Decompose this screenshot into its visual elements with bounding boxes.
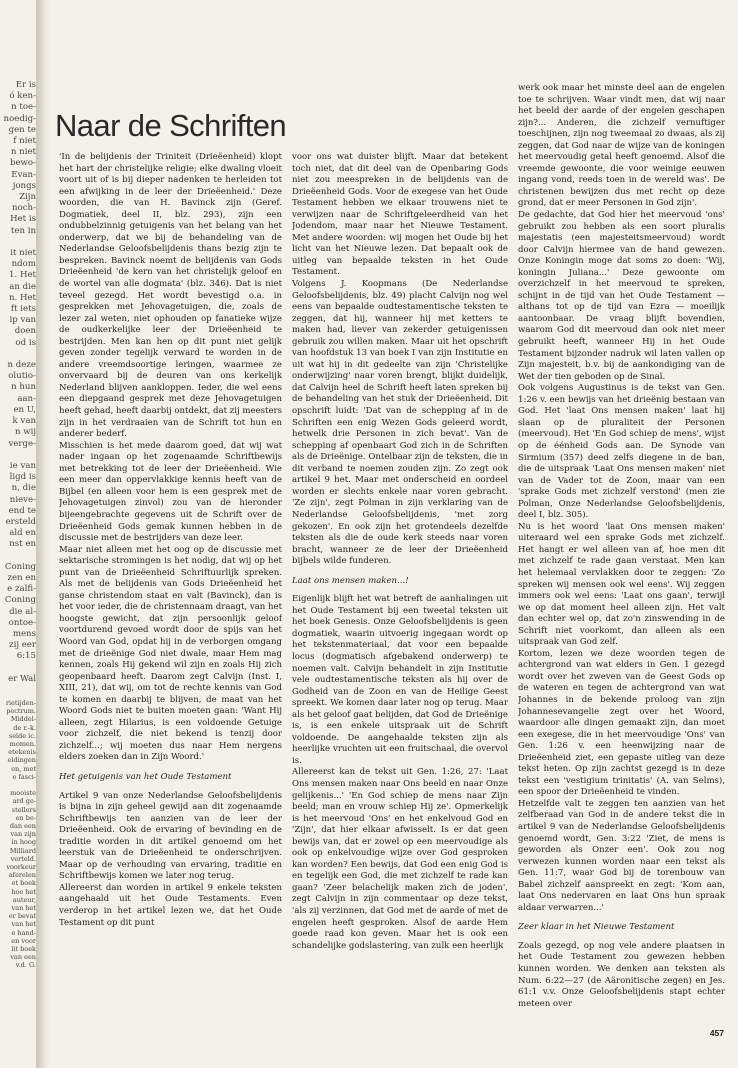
text-column-3: [518, 83, 725, 1023]
paragraph: Zoals gezegd, op nog vele andere plaatsen in het Oude Testament zou gewezen hebben kunnen worden. We denken aan teksten als Num. 6:22—27 (de Aäronitische zegen) en Jes. 61:1 v.v. Onze Geloofsbelijdenis stapt echter meteen over: [518, 940, 725, 1009]
text-column-2: [292, 152, 508, 1032]
adjacent-page-line: ard ge-: [12, 797, 36, 806]
adjacent-page-line: dan een: [9, 822, 36, 831]
adjacent-page-line: n niet: [10, 147, 36, 158]
paragraph: Misschien is het mede daarom goed, dat wij wat nader ingaan op het zogenaamde Schriftbewijs met betrekking tot de leer der Drieëenheid. Wie een meer dan oppervlakkige kennis heeft van de Bijbel (en alleen voor hem is een gesprek met de Jehovagetuigen zinvol) zou van de hieronder bijeengebrachte gegevens uit de Schrift over de Drieëenheid Gods gemak kunnen hebben in de discussie met de bestrijders van deze leer.: [59, 440, 282, 544]
paragraph: 'In de belijdenis der Triniteit (Drieëenheid) klopt het hart der christelijke religie; elke dwaling vloeit voort uit of is bij dieper nadenken te herleiden tot een afwijking in de leer der Drieëenheid.' Deze woorden, die van H. Bavinck zijn (Geref. Dogmatiek, deel II, blz. 293), zijn een ondubbelzinnig getuigenis van het belang van het onderwerp, dat we bij de behandeling van de Nederlandse Geloofsbelijdenis thans bezig zijn te bespreken. Bavinck noemt de belijdenis van Gods Drieëenheid 'de kern van het christelijk geloof en de wortel van alle dogmata' (blz. 346). Dat is niet teveel gezegd. Het wordt bevestigd o.a. in gesprekken met Jehovagetuigen, die, zoals de lezer zal weten, niet ophouden op fanatieke wijze de oudkerkelijke leer der Drieëenheid te bestrijden. Men kan hen op dit punt niet gelijk geven zonder tegelijk verward te worden in de andere vreemdsoortige leringen, waarmee ze onvervaard bij de deuren van ons kerkelijk Nederland blijven aankloppen. Ieder, die wel eens een diepgaand gesprek met deze Jehovagetuigen heeft gehad, heeft daarbij ontdekt, dat zij meesters zijn in het verdraaien van de Schrift tot hun en anderer bederf.: [59, 152, 282, 440]
adjacent-page-line: van het: [11, 904, 36, 913]
adjacent-page-line: selde ic.: [8, 731, 36, 740]
adjacent-page-line: it niet: [10, 248, 36, 259]
adjacent-page-line: ligd is: [9, 472, 36, 483]
text-column-1: [59, 152, 282, 1062]
adjacent-page-line: n deze: [7, 360, 36, 371]
paragraph: Allereerst kan de tekst uit Gen. 1:26, 27: 'Laat Ons mensen maken naar Ons beeld en naar Onze gelijkenis...' 'En God schiep de mens naar Zijn beeld; man en vrouw schiep Hij ze'. Opmerkelijk is het meervoud 'Ons' en het enkelvoud God en 'Zijn', dat hier elkaar afwisselt. Is er dat geen bewijs van, dat er zowel op een meervoudige als ook op enkelvoudige wijze over God gesproken kan worden? Een bewijs, dat God een enig God is en tegelijk een God, die met zichzelf te rade kan gaan? 'Zeer belachelijk maken zich de joden', zegt Calvijn in zijn commentaar op deze tekst, 'als zij verzinnen, dat God met de aarde of met de engelen heeft gesproken. Alsof de aarde Hem goede raad kon geven. Maar het is ook een schandelijke godslastering, van zulk een heerlijk: [292, 767, 508, 951]
adjacent-page-line: momen.: [9, 739, 36, 748]
paragraph: Ook volgens Augustinus is de tekst van Gen. 1:26 v. een bewijs van het drieënig bestaan van God. Het 'laat Ons mensen maken' laat hij slaan op de pluraliteit der Personen (meervoud). Het 'En God schiep de mens', wijst op de éénheid Gods aan. De Synode van Sirmium (357) deed zelfs diegene in de ban, die de uitspraak 'Laat Ons mensen maken' niet van de Vader tot de Zoon, maar van een 'sprake Gods met zichzelf verstond' (men zie Polman, Onze Nederlandse Geloofsbelijdenis, deel I, blz. 305).: [518, 383, 725, 521]
adjacent-page-line: van een: [10, 953, 36, 962]
adjacent-page-line: e zalfi-: [7, 584, 36, 595]
adjacent-page-line: ontoe-: [8, 617, 36, 628]
paragraph: De gedachte, dat God hier het meervoud 'ons' gebruikt zou hebben als een soort pluralis majestatis (een majesteitsmeervoud) wordt door Calvijn hiermee van de hand gewezen. Onze Koningin moge dat soms zo doen: 'Wij, koningin Juliana...' Deze gewoonte om overzichzelf in het meervoud te spreken, schijnt in de tijd van het Oude Testament — althans tot op de tijd van Ezra — moeilijk aantoonbaar. De vraag blijft bovendien, waarom God dit meervoud dan ook niet meer gebruikt heeft, wanneer Hij in het Oude Testament bijzonder nadruk wil laten vallen op Zijn majesteit, b.v. bij de aankondiging van de Wet der tien geboden op de Sinaï.: [518, 210, 725, 382]
adjacent-page-line: Zijn: [19, 192, 36, 203]
adjacent-page-line: [0, 349, 36, 360]
adjacent-page-line: [0, 551, 36, 562]
adjacent-page-line: eldingen: [7, 756, 36, 765]
paragraph: Artikel 9 van onze Nederlandse Geloofsbelijdenis is bijna in zijn geheel gewijd aan dit zogenaamde Schriftbewijs ten aanzien van de leer der Drieëenheid. Ook de ervaring of bevinding en de traditie worden in dit artikel genoemd om het leerstuk van de Drieëenheid te onderschrijven. Maar op de verhouding van ervaring, traditie en Schriftbewijs komen we later nog terug.: [59, 790, 282, 882]
adjacent-page-line: n, die: [11, 483, 36, 494]
paragraph: Maar niet alleen met het oog op de discussie met sektarische stromingen is het nodig, dat wij op het punt van de Drieëenheid Schriftuurlijk spreken. Als met de belijdenis van Gods Drieëenheid het ganse christendom staat en valt (Bavinck), dan is het voor ieder, die de christennaam draagt, van het hoogste gewicht, dat zijn persoonlijk geloof voortdurend gevoed wordt door de spijs van het Woord van God, opdat hij in de verborgen omgang met de drieënige God niet dwale, maar Hem mag kennen, zoals Hij gekend wil zijn en zoals Hij zich geopenbaard heeft. Daarom zegt Calvijn (Inst. I, XIII, 21), dat wij, om tot de rechte kennis van God te komen en daarbij te blijven, de maat van het Woord Gods niet te buiten moeten gaan: 'Want Hij alleen, zegt Hilarius, is een voldoende Getuige voor zichzelf, die niet bekend is tenzij door zichzelf...; wij moeten dus naar Hem nergens elders zoeken dan in Zijn Woord.': [59, 544, 282, 763]
adjacent-page-line: [0, 663, 36, 674]
section-subheading: Zeer klaar in het Nieuwe Testament: [518, 922, 675, 933]
adjacent-page-line: [0, 237, 36, 248]
page-number: 457: [709, 1028, 724, 1038]
adjacent-page-line: en, met: [11, 764, 36, 773]
adjacent-page-line: er Wal: [8, 673, 36, 684]
adjacent-page-line: et boek: [11, 879, 36, 888]
adjacent-page-line: Coning: [4, 561, 36, 572]
adjacent-page-line: olutio-: [8, 371, 36, 382]
adjacent-page-line: 1. Het: [9, 270, 36, 281]
adjacent-page-line: aan-: [17, 393, 36, 404]
adjacent-page-line: jongs: [12, 180, 36, 191]
adjacent-page-line: Middel-: [10, 715, 36, 724]
section-subheading: Laat ons mensen maken...!: [292, 575, 409, 586]
adjacent-page-line: gen te: [8, 124, 36, 135]
adjacent-page-line: doen: [14, 326, 36, 337]
adjacent-page-line: mens: [12, 628, 36, 639]
adjacent-page-line: ndom: [11, 259, 36, 270]
adjacent-page-line: k van: [12, 416, 36, 427]
adjacent-page-line: de r.-k.: [13, 723, 36, 732]
paragraph: Eigenlijk blijft het wat betreft de aanhalingen uit het Oude Testament bij een tweetal teksten uit het boek Genesis. Onze Geloofsbelijdenis is geen dogmatiek, waarin uitvoerig ingegaan wordt op het tekstenmateriaal, dat voor een bepaalde locus (dogmatisch afgebakend onderwerp) te noemen valt. Calvijn behandelt in zijn Institutie vele oudtestamentische teksten als hij over de Godheid van de Zoon en van de Heilige Geest spreekt. We komen daar later nog op terug. Maar als het geloof gaat belijden, dat God de Drieënige is, is een enkele uitspraak uit de Schrift voldoende. De aangehaalde teksten zijn als heerlijke vruchten uit een fruitschaal, die overvol is.: [292, 594, 508, 766]
adjacent-page-line: noch-: [12, 203, 36, 214]
adjacent-page-line: n. Het: [8, 292, 36, 303]
page-fold-shadow: [36, 0, 50, 1068]
adjacent-page-line: od is: [15, 337, 36, 348]
adjacent-page-line: ten in: [10, 225, 36, 236]
paragraph: voor ons wat duister blijft. Maar dat betekent toch niet, dat dit deel van de Openbaring Gods niet zou meespreken in de belijdenis van de Drieëenheid Gods. Voor de exegese van het Oude Testament hebben we elkaar trouwens niet te verwijzen naar de Schriftgeleerdheid van het Jodendom, maar naar het Nieuwe Testament. Met andere woorden: wij mogen het Oude bij het licht van het Nieuwe lezen. Dat bepaalt ook de uitleg van bepaalde teksten in het Oude Testament.: [292, 152, 508, 278]
adjacent-page-line: e hand-: [11, 928, 36, 937]
adjacent-page-line: Coning: [4, 595, 36, 606]
adjacent-page-line: ersteld: [5, 516, 36, 527]
adjacent-page-line: en U,: [13, 404, 36, 415]
adjacent-page-line: ó ken-: [9, 91, 36, 102]
adjacent-page-line: lit boek: [11, 945, 36, 954]
adjacent-page-line: ie van: [9, 460, 36, 471]
adjacent-page-line: ald en: [9, 528, 36, 539]
paragraph: Allereerst dan worden in artikel 9 enkele teksten aangehaald uit het Oude Testaments. Even verderop in het artikel lezen we, dat het Oude Testament op dit punt: [59, 882, 282, 928]
adjacent-page-line: n hun: [11, 382, 36, 393]
adjacent-page-line: er bevat: [8, 912, 36, 921]
adjacent-page-text: [0, 80, 36, 685]
adjacent-page-line: ip van: [9, 315, 36, 326]
adjacent-page-line: nst en: [9, 539, 36, 550]
paragraph: Hetzelfde valt te zeggen ten aanzien van het zelfberaad van God in de andere tekst die in artikel 9 van de Nederlandse Geloofsbelijdenis genoemd wordt, Gen. 3:22 'Ziet, de mens is geworden als Onzer een'. Ook zou nog verwezen kunnen worden naar een tekst als Gen. 11:7, waar God bij de torenbouw van Babel zichzelf aanspreekt en zegt: 'Kom aan, laat Ons nedervaren en laat Ons hun spraak aldaar verwarren...': [518, 798, 725, 913]
paragraph: Kortom, lezen we deze woorden tegen de achtergrond van wat elders in Gen. 1 gezegd wordt over het zweven van de Geest Gods op de wateren en tegen de achtergrond van wat Johannes in de bekende proloog van zijn Johannesevangelie zegt over het Woord, waardoor alle dingen gemaakt zijn, dan moet een exegese, die in het meervoudige 'Ons' van Gen. 1:26 v. een heenwijzing naar de Drieëenheid ziet, een gepaste uitleg van deze tekst heten. Op zijn zachtst gezegd is in deze tekst een 'vestigium trinitatis' (A. van Selms), een spoor der Drieëenheid te vinden.: [518, 648, 725, 798]
section-subheading: Het getuigenis van het Oude Testament: [59, 771, 232, 782]
adjacent-page-line: end te: [8, 505, 36, 516]
adjacent-page-small-text: [0, 699, 36, 970]
adjacent-page-line: zen en: [7, 572, 36, 583]
adjacent-page-line: an die: [9, 281, 36, 292]
adjacent-page-line: zij eer: [9, 640, 36, 651]
adjacent-page-line: en be-: [15, 813, 36, 822]
adjacent-page-line: Milliard: [9, 846, 36, 855]
adjacent-page-line: nieve-: [9, 494, 36, 505]
adjacent-page-line: [0, 450, 36, 461]
adjacent-page-line: bewo-: [9, 158, 36, 169]
adjacent-page-line: e fasci-: [12, 772, 36, 781]
adjacent-page-line: mooiste: [10, 789, 36, 798]
adjacent-page-line: die al-: [9, 606, 36, 617]
adjacent-page-column: [0, 80, 36, 1040]
adjacent-page-line: rietijden-: [5, 698, 36, 707]
adjacent-page-line: hoe het: [11, 887, 36, 896]
adjacent-page-line: verge-: [8, 438, 36, 449]
paragraph: werk ook maar het minste deel aan de engelen toe te schrijven. Waar vindt men, dat wij naar het beeld der aarde of der engelen geschapen zijn?... Anderen, die zichzelf vernuftiger toeschijnen, zijn nog tweemaal zo dwaas, als zij zeggen, dat God naar de wijze van de koningen het meervoudig getal heeft genoemd. Alsof die vreemde gewoonte, die voor weinige eeuwen ingang vond, reeds toen in de wereld was'. De christenen bewijzen dus met recht op deze grond, dat er meer Personen in God zijn'.: [518, 83, 725, 209]
adjacent-page-line: 6:15: [16, 651, 36, 662]
adjacent-page-line: n toe-: [11, 102, 36, 113]
adjacent-page-line: voorkeur: [6, 863, 36, 872]
adjacent-page-line: van zijn: [10, 830, 36, 839]
adjacent-page-line: in hoog: [11, 838, 36, 847]
paragraph: Volgens J. Koopmans (De Nederlandse Geloofsbelijdenis, blz. 49) placht Calvijn nog wel eens van bepaalde oudtestamentische teksten te zeggen, dat hij, wanneer hij met ketters te maken had, liever van zekerder getuigenissen gebruik zou willen maken. Maar uit het opschrift van hoofdstuk 13 van boek I van zijn Institutie en uit wat hij in dit gedeelte van zijn 'Christelijke onderwijzing' naar voren brengt, blijkt duidelijk, dat Calvijn heel de Schrift heeft laten spreken bij de behandeling van het stuk der Drieëenheid. Dit opschrift luidt: 'Dat van de schepping af in de Schriften een enig Wezen Gods geleerd wordt, hetwelk drie Personen in zich bevat'. Van de schepping af openbaart God zich in de Schriften als de Drieënige. Ontelbaar zijn de teksten, die in dit verband te noemen zouden zijn. Zo zegt ook artikel 9 het. Maar met onderscheid en oordeel worden er slechts enkele naar voren gebracht. 'Ze zijn', zegt Polman in zijn verklaring van de Nederlandse Geloofsbelijdenis, 'met zorg gekozen'. En ook zijn het grotendeels dezelfde teksten als die de oude kerk steeds naar voren bracht, wanneer ze de leer der Drieëenheid bijbels wilde funderen.: [292, 279, 508, 567]
adjacent-page-line: [0, 781, 36, 789]
adjacent-page-line: etekenis: [8, 748, 36, 757]
paragraph: Nu is het woord 'laat Ons mensen maken' uiteraard wel een sprake Gods met zichzelf. Het hangt er wel alleen van af, hoe men dit met zichzelf te rade gaan verstaat. Men kan het helemaal vervlakken door te zeggen: 'Zo spreken wij mensen ook wel eens'. Wij zeggen immers ook wel eens: 'Laat ons gaan', terwijl we op dat moment heel alleen zijn. Het valt dan echter wel op, dat zo'n zinswending in de Schrift niet voorkomt, dan alleen als een uitspraak van God zelf.: [518, 521, 725, 648]
adjacent-page-line: Het is: [10, 214, 36, 225]
adjacent-page-line: Er is: [15, 80, 36, 90]
adjacent-page-line: verteld.: [10, 854, 36, 863]
adjacent-page-line: en voor: [11, 936, 36, 945]
adjacent-page-line: Evan-: [11, 169, 36, 180]
adjacent-page-line: pectrum.: [6, 707, 36, 716]
adjacent-page-line: n wij: [14, 427, 36, 438]
adjacent-page-line: ft iets: [10, 304, 36, 315]
adjacent-page-line: f niet: [13, 136, 36, 147]
adjacent-page-line: v.d. G.: [15, 961, 36, 970]
adjacent-page-line: aferelen: [8, 871, 36, 880]
adjacent-page-line: auteur,: [12, 895, 36, 904]
article-title: Naar de Schriften: [55, 108, 287, 143]
adjacent-page-line: noedig-: [3, 113, 36, 124]
adjacent-page-line: stellers: [11, 805, 36, 814]
adjacent-page-line: van het: [11, 920, 36, 929]
